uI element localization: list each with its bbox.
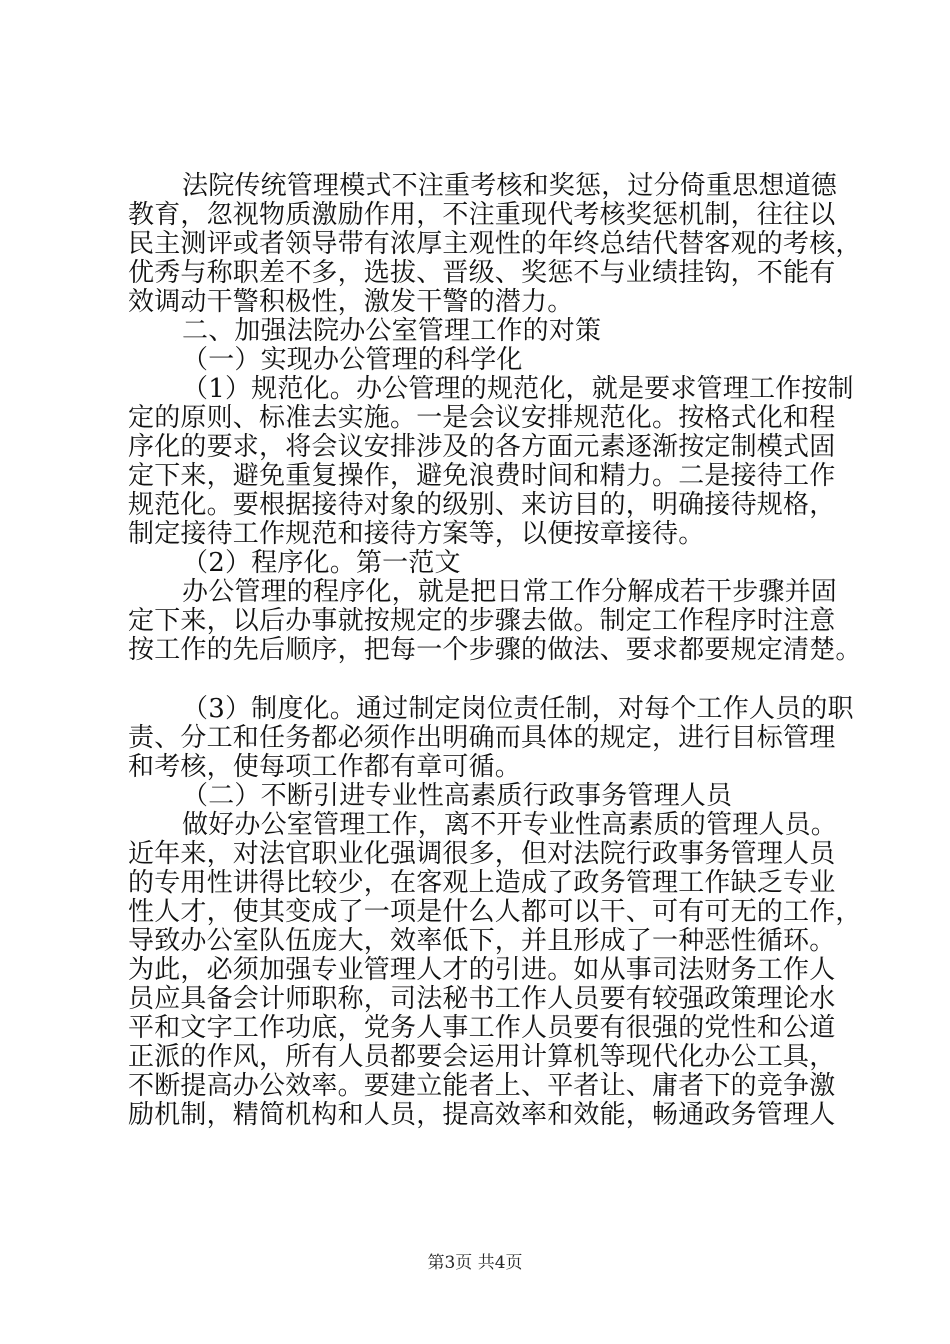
section-heading-2: 二、加强法院办公室管理工作的对策 [182, 316, 602, 346]
paragraph-1-line-3: 民主测评或者领导带有浓厚主观性的年终总结代替客观的考核， [128, 229, 862, 259]
paragraph-3-line-1: 办公管理的程序化，就是把日常工作分解成若干步骤并固 [182, 577, 838, 607]
paragraph-5-line-10: 不断提高办公效率。要建立能者上、平者让、庸者下的竞争激 [128, 1071, 836, 1101]
paragraph-5-line-7: 员应具备会计师职称，司法秘书工作人员要有较强政策理论水 [128, 984, 836, 1014]
paragraph-5-line-2: 近年来，对法官职业化强调很多，但对法院行政事务管理人员 [128, 839, 836, 869]
paragraph-1-line-5: 效调动干警积极性，激发干警的潜力。 [128, 287, 574, 317]
paragraph-gap [128, 665, 828, 695]
paragraph-3-line-3: 按工作的先后顺序，把每一个步骤的做法、要求都要规定清楚。 [128, 635, 862, 665]
paragraph-4-line-3: 和考核，使每项工作都有章可循。 [128, 752, 522, 782]
subsection-heading-2: （二）不断引进专业性高素质行政事务管理人员 [182, 781, 733, 811]
paragraph-5-line-8: 平和文字工作功底，党务人事工作人员要有很强的党性和公道 [128, 1013, 836, 1043]
paragraph-2-line-3: 序化的要求，将会议安排涉及的各方面元素逐渐按定制模式固 [128, 432, 836, 462]
paragraph-5-line-6: 为此，必须加强专业管理人才的引进。如从事司法财务工作人 [128, 955, 836, 985]
paragraph-2-line-4: 定下来，避免重复操作，避免浪费时间和精力。二是接待工作 [128, 461, 836, 491]
paragraph-5-line-11: 励机制，精简机构和人员，提高效率和效能，畅通政务管理人 [128, 1100, 836, 1130]
paragraph-2-line-2: 定的原则、标准去实施。一是会议安排规范化。按格式化和程 [128, 403, 836, 433]
paragraph-5-line-3: 的专用性讲得比较少，在客观上造成了政务管理工作缺乏专业 [128, 868, 836, 898]
paragraph-2-line-6: 制定接待工作规范和接待方案等，以便按章接待。 [128, 519, 705, 549]
paragraph-5-line-5: 导致办公室队伍庞大，效率低下，并且形成了一种恶性循环。 [128, 926, 836, 956]
paragraph-2-line-1: （1）规范化。办公管理的规范化，就是要求管理工作按制 [182, 374, 854, 404]
paragraph-1-line-2: 教育，忽视物质激励作用，不注重现代考核奖惩机制，往往以 [128, 200, 836, 230]
paragraph-5-line-9: 正派的作风，所有人员都要会运用计算机等现代化办公工具， [128, 1042, 836, 1072]
item-2-heading: （2）程序化。第一范文 [182, 548, 461, 578]
paragraph-1-line-4: 优秀与称职差不多，选拔、晋级、奖惩不与业绩挂钩，不能有 [128, 258, 836, 288]
paragraph-1-line-1: 法院传统管理模式不注重考核和奖惩，过分倚重思想道德 [182, 171, 838, 201]
paragraph-2-line-5: 规范化。要根据接待对象的级别、来访目的，明确接待规格， [128, 490, 836, 520]
paragraph-5-line-1: 做好办公室管理工作，离不开专业性高素质的管理人员。 [182, 810, 838, 840]
paragraph-3-line-2: 定下来，以后办事就按规定的步骤去做。制定工作程序时注意 [128, 606, 836, 636]
paragraph-5-line-4: 性人才，使其变成了一项是什么人都可以干、可有可无的工作， [128, 897, 862, 927]
paragraph-4-line-2: 责、分工和任务都必须作出明确而具体的规定，进行目标管理 [128, 723, 836, 753]
document-body [128, 171, 862, 1130]
page-footer: 第3页 共4页 [427, 1253, 523, 1273]
paragraph-4-line-1: （3）制度化。通过制定岗位责任制，对每个工作人员的职 [182, 694, 854, 724]
subsection-heading-1: （一）实现办公管理的科学化 [182, 345, 523, 375]
